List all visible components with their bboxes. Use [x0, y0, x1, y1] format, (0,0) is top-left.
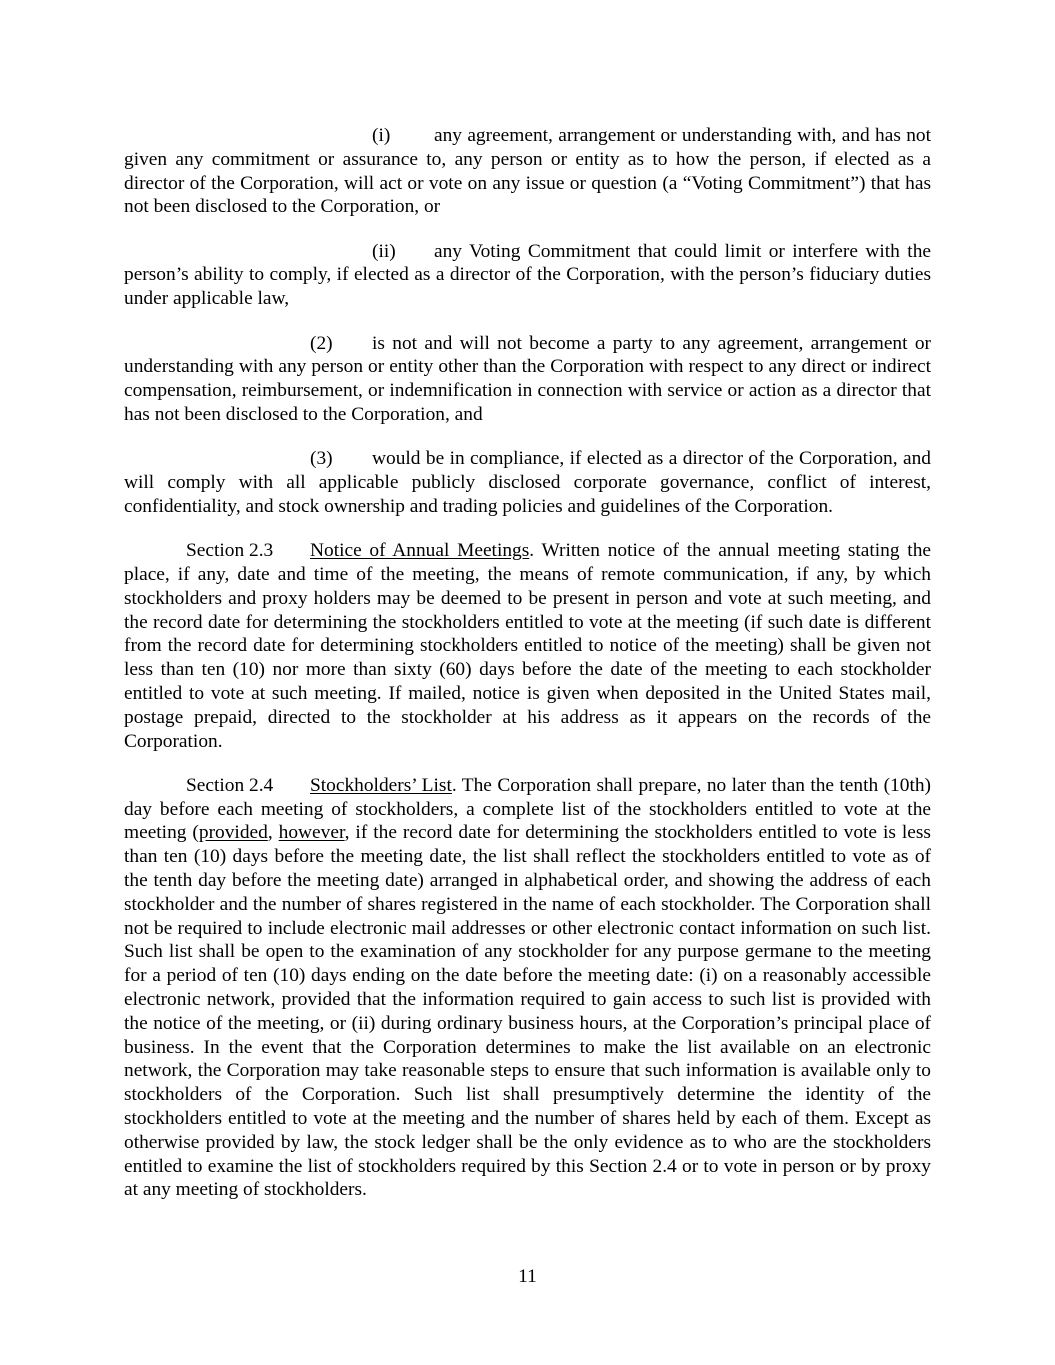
however-term: however — [278, 822, 345, 844]
clause-text: any Voting Commitment that could limit or interfere with the person’s ability to comply, if elected as a director of the Corporation, with the person’s fiduciary duties under applicable law, — [124, 240, 931, 310]
comma: , — [267, 822, 279, 844]
section-2-3 — [124, 539, 931, 753]
section-text-b: , if the record date for determining the stockholders entitled to vote is less than ten (10) days before the meeting date, the list shall reflect the stockholders entitled to vote as of the tenth day before the meeting date) arranged in alphabetical order, and showing the address of each stockholder and the number of shares registered in the name of each stockholder. The Corporation shall not be required to include electronic mail addresses or other electronic contact information on such list. Such list shall be open to the examination of any stockholder for any purpose germane to the meeting for a period of ten (10) days ending on the date before the meeting date: (i) on a reasonably accessible electronic network, provided that the information required to gain access to such list is provided with the notice of the meeting, or (ii) during ordinary business hours, at the Corporation’s principal place of business. In the event that the Corporation determines to make the list available on an electronic network, the Corporation may take reasonable steps to ensure that such information is available only to stockholders of the Corporation. Such list shall presumptively determine the identity of the stockholders entitled to vote at the meeting and the number of shares held by each of them. Except as otherwise provided by law, the stock ledger shall be the only evidence as to who are the stockholders entitled to examine the list of stockholders required by this Section 2.4 or to vote in person or by proxy at any meeting of stockholders. — [124, 822, 931, 1201]
clause-text: is not and will not become a party to any agreement, arrangement or understanding with any person or entity other than the Corporation with respect to any direct or indirect compensation, reimbursement, or indemnification in connection with service or action as a director that has not been disclosed to the Corporation, and — [124, 332, 931, 425]
clause-number: (i) — [372, 125, 391, 146]
section-text: . Written notice of the annual meeting stating the place, if any, date and time of the meeting, the means of remote communication, if any, by which stockholders and proxy holders may be deemed to be present in person and vote at such meeting, and the record date for determining the stockholders entitled to vote at the meeting (if such date is different from the record date for determining stockholders entitled to notice of the meeting) shall be given not less than ten (10) nor more than sixty (60) days before the date of the meeting to each stockholder entitled to vote at such meeting. If mailed, notice is given when deposited in the United States mail, postage prepaid, directed to the stockholder at his address as it appears on the records of the Corporation. — [124, 540, 931, 752]
clause-i — [124, 124, 931, 219]
clause-3 — [124, 447, 931, 518]
clause-ii — [124, 240, 931, 311]
document-page — [124, 124, 931, 1223]
section-text-a: . The Corporation shall prepare, no later than the tenth (10th) day before each meeting of stockholders, a complete list of the stockholders entitled to vote at the meeting ( — [124, 774, 931, 844]
section-2-4 — [124, 774, 931, 1202]
section-heading: Stockholders’ List — [310, 774, 452, 796]
section-number: Section 2.3 — [186, 540, 274, 562]
provided-term: provided — [198, 822, 268, 844]
clause-number: (2) — [310, 332, 333, 354]
section-heading: Notice of Annual Meetings — [310, 540, 530, 562]
clause-text: would be in compliance, if elected as a director of the Corporation, and will comply with all applicable publicly disclosed corporate governance, conflict of interest, confidentiality, and stock ownership and trading policies and guidelines of the Corporation. — [124, 448, 931, 517]
clause-number: (ii) — [372, 240, 396, 262]
section-number: Section 2.4 — [186, 774, 274, 796]
page-number: 11 — [518, 1266, 537, 1287]
clause-2 — [124, 332, 931, 427]
clause-number: (3) — [310, 448, 333, 470]
clause-text: any agreement, arrangement or understanding with, and has not given any commitment or assurance to, any person or entity as to how the person, if elected as a director of the Corporation, will act or vote on any issue or question (a “Voting Commitment”) that has not been disclosed to the Corporation, or — [124, 125, 931, 218]
